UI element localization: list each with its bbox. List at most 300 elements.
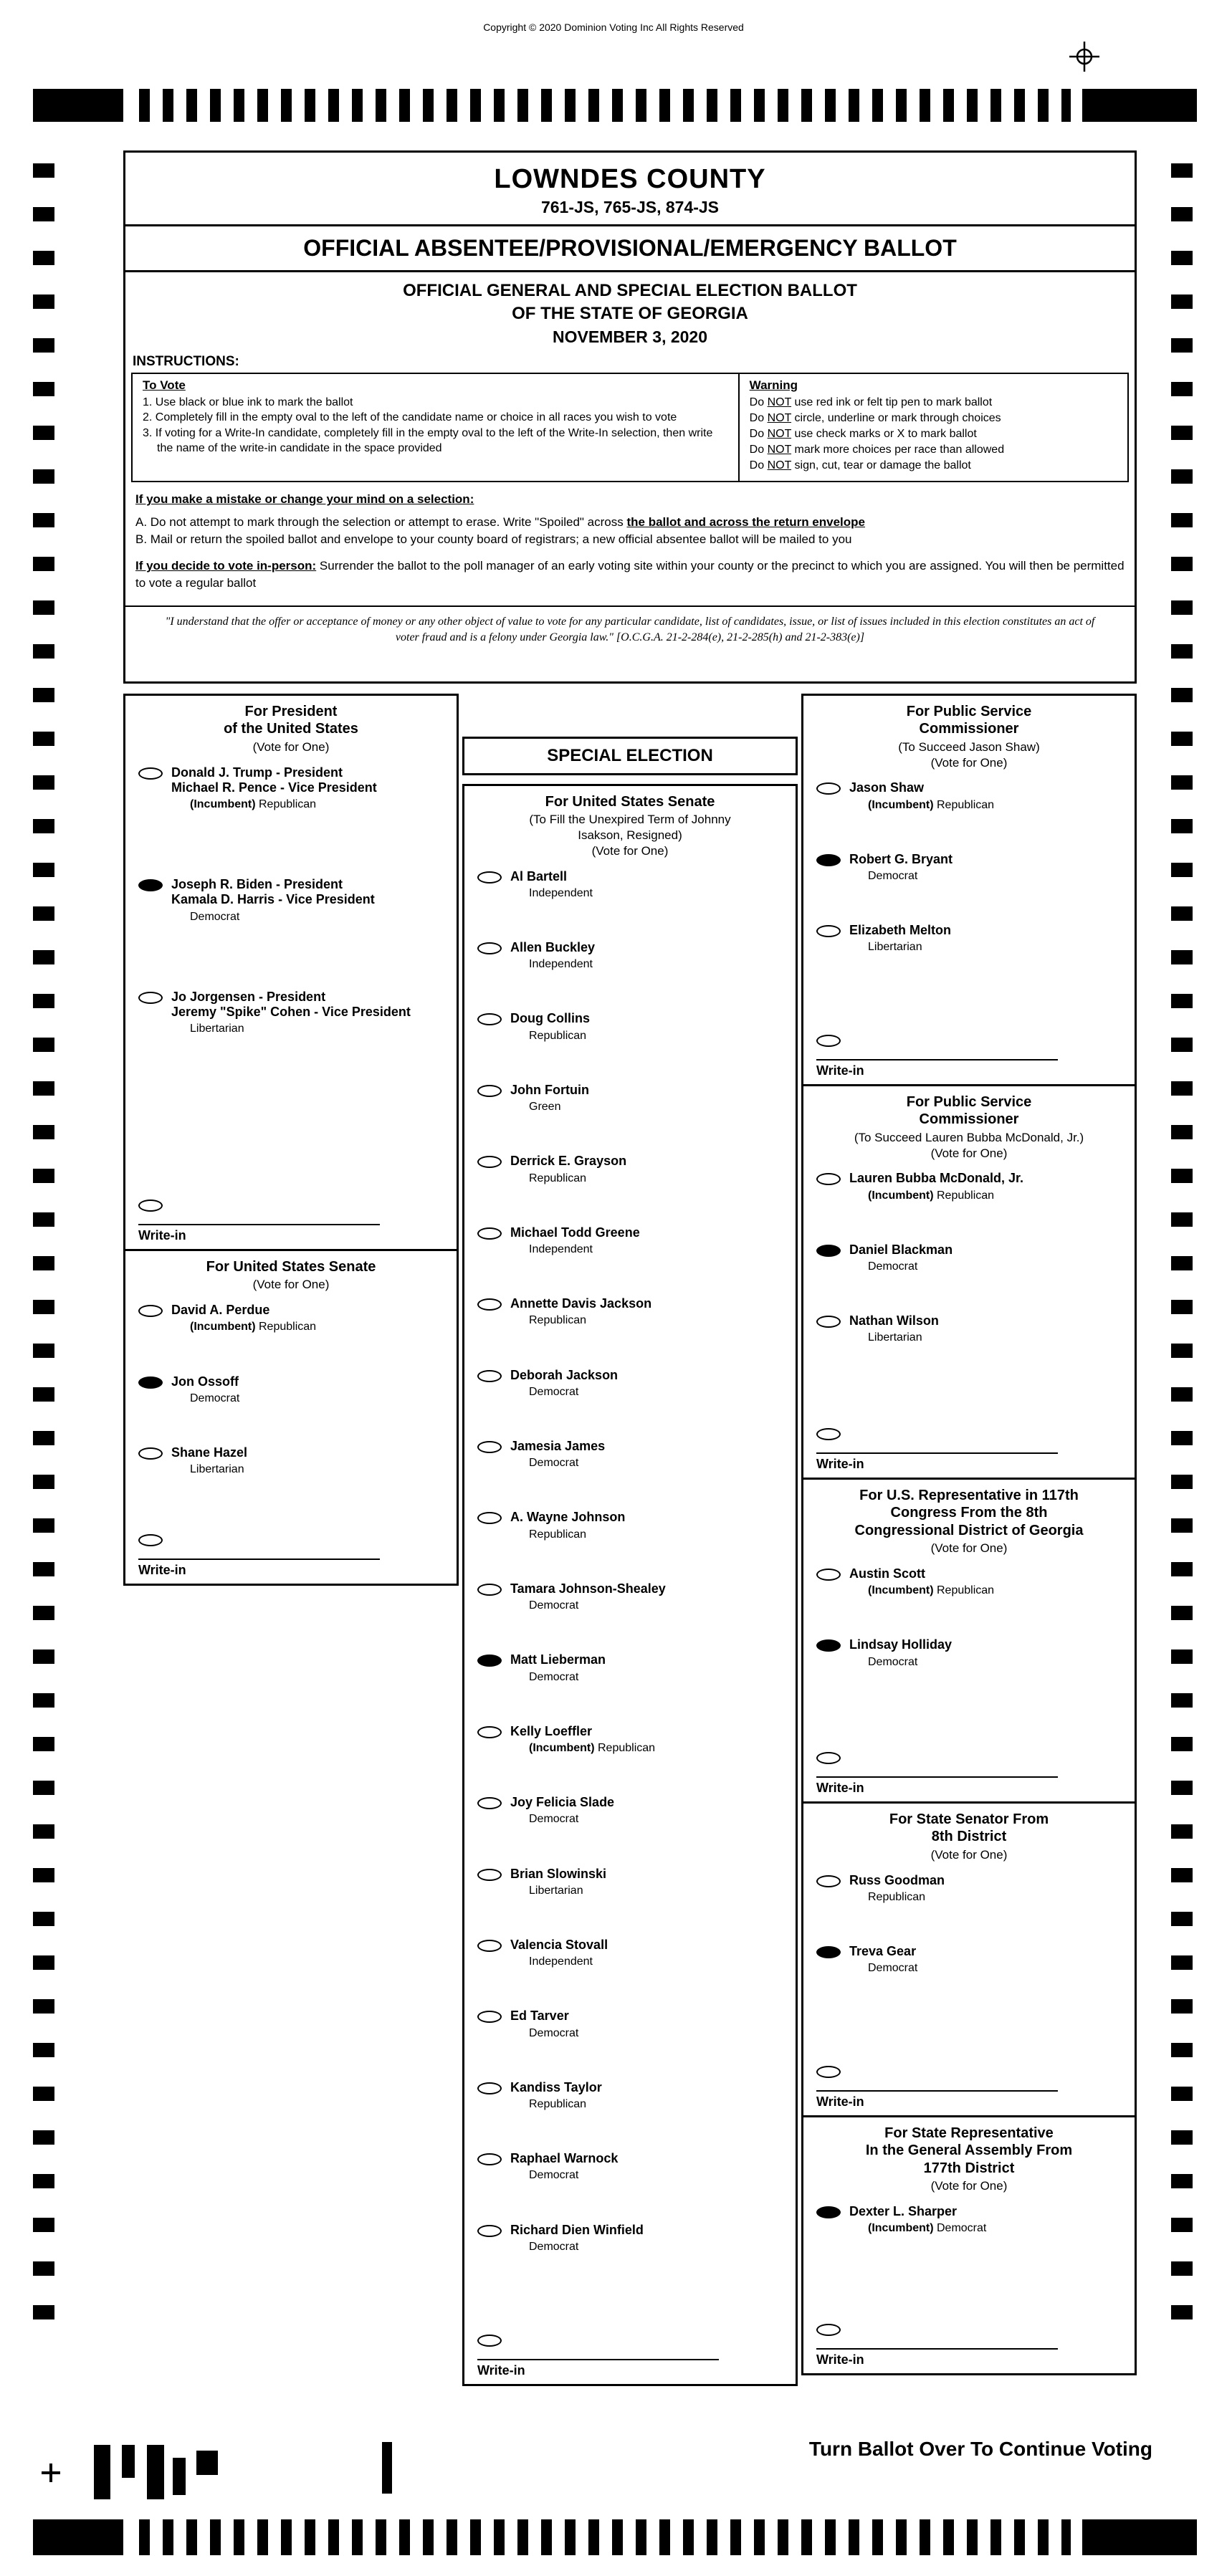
write-in-section [803, 1750, 1135, 1801]
candidate-row [464, 1154, 796, 1184]
contest-title-line: 177th District [923, 2160, 1015, 2176]
candidate-text [171, 1303, 316, 1334]
empty-oval[interactable] [477, 1869, 502, 1881]
candidate-name: Shane Hazel [171, 1445, 248, 1460]
instruction-boxes [131, 373, 1129, 482]
contest-subtitle [803, 1846, 1135, 1873]
candidate-text [171, 877, 375, 924]
candidate-row [464, 2080, 796, 2111]
contest-box [801, 1478, 1137, 1804]
candidate-row [803, 1944, 1135, 1975]
candidate-name: Nathan Wilson [849, 1313, 939, 1328]
empty-oval[interactable] [816, 1752, 841, 1764]
to-vote-list [143, 395, 728, 456]
contest-title-line: For United States Senate [206, 1259, 376, 1275]
county-block [125, 153, 1135, 226]
empty-oval[interactable] [816, 1316, 841, 1328]
empty-oval[interactable] [816, 2324, 841, 2336]
contest-subtitle [803, 1539, 1135, 1566]
contest-subtitle-line: Isakson, Resigned) [578, 828, 682, 843]
candidate-party: Democrat [529, 1813, 579, 1826]
incumbent-tag: (Incumbent) [529, 1741, 598, 1754]
candidate-row [125, 990, 457, 1036]
ballot-column-1 [123, 694, 459, 1586]
candidate-name: Joseph R. Biden - President [171, 877, 343, 892]
candidate-name: Raphael Warnock [510, 2151, 619, 2166]
election-title-line: OF THE STATE OF GEORGIA [512, 304, 748, 324]
candidate-party: (Incumbent) Republican [529, 1741, 656, 1754]
incumbent-tag: (Incumbent) [190, 1321, 259, 1334]
timing-marks-top [33, 89, 1197, 122]
incumbent-tag: (Incumbent) [868, 2222, 937, 2235]
candidate-name: Elizabeth Melton [849, 923, 952, 938]
candidate-name: Kamala D. Harris - Vice President [171, 892, 375, 907]
contest-box [801, 1084, 1137, 1480]
empty-oval[interactable] [477, 1584, 502, 1596]
contest-subtitle-line: (To Succeed Jason Shaw) [898, 739, 1040, 754]
candidate-row [464, 1867, 796, 1897]
empty-oval[interactable] [816, 2066, 841, 2078]
write-in-label: Write-in [816, 2094, 864, 2109]
candidate-row [464, 2151, 796, 2182]
candidate-name: Annette Davis Jackson [510, 1296, 652, 1311]
filled-oval[interactable] [477, 1655, 502, 1667]
candidate-row [803, 852, 1135, 883]
candidate-party: Libertarian [868, 941, 922, 954]
write-in-section [125, 1197, 457, 1249]
in-person-text: Surrender the ballot to the poll manager of an early voting site within your county or the precinct to which you are assigned. You will then be permitted to vote a regular ballot [135, 559, 1125, 590]
contest-subtitle-line: (Vote for One) [252, 739, 330, 754]
candidate-text [849, 1944, 917, 1975]
candidate-party: Libertarian [190, 1023, 244, 1035]
special-election-banner: SPECIAL ELECTION [462, 737, 798, 775]
contest-title-line: of the United States [224, 721, 358, 737]
write-in-oval-row [816, 1426, 1126, 1444]
candidate-name: Treva Gear [849, 1943, 917, 1958]
contest-subtitle-line: (Vote for One) [930, 1847, 1008, 1862]
timing-marks-bottom [33, 2519, 1197, 2555]
candidate-text [510, 1368, 618, 1399]
candidate-row [464, 1795, 796, 1826]
candidate-text [171, 990, 411, 1036]
write-in-oval-row [138, 1532, 448, 1550]
contest-box [123, 1249, 459, 1586]
candidate-name: Austin Scott [849, 1566, 925, 1581]
to-vote-item: 2. Completely fill in the empty oval to the left of the candidate name or choice in all races you wish to vote [143, 411, 677, 424]
contest-subtitle [803, 2177, 1135, 2204]
candidate-text [510, 1867, 606, 1897]
contest-title [803, 1480, 1135, 1539]
mistake-step-a [135, 514, 1125, 530]
candidate-party: Republican [529, 1029, 587, 1042]
timing-marks-left-edge [33, 163, 54, 2327]
county-name: LOWNDES COUNTY [494, 164, 766, 194]
candidate-party: Democrat [868, 869, 918, 882]
candidate-name: John Fortuin [510, 1082, 589, 1097]
candidate-party: Independent [529, 1242, 593, 1255]
write-in-oval-row [138, 1197, 448, 1215]
empty-oval[interactable] [816, 782, 841, 795]
write-in-oval-row [816, 1033, 1126, 1050]
candidate-name: Doug Collins [510, 1011, 590, 1026]
candidate-party: Independent [529, 958, 593, 971]
candidate-row [464, 2223, 796, 2254]
contest-subtitle-line: (Vote for One) [930, 2179, 1008, 2193]
empty-oval[interactable] [477, 1370, 502, 1382]
in-person-instructions [135, 557, 1125, 591]
to-vote-box [133, 374, 740, 481]
candidate-text [510, 869, 593, 900]
candidate-text [849, 1637, 952, 1668]
instructions-label: INSTRUCTIONS: [133, 353, 239, 369]
empty-oval[interactable] [816, 1875, 841, 1887]
contest-subtitle [803, 1129, 1135, 1172]
empty-oval[interactable] [477, 2082, 502, 2094]
ballot-code-bar [94, 2445, 110, 2499]
contest-title-line: For State Senator From [889, 1811, 1049, 1827]
contest-box [462, 784, 798, 2386]
candidate-row [803, 1171, 1135, 1202]
candidate-row [803, 2204, 1135, 2235]
ballot-code-bar [382, 2442, 392, 2494]
mistake-step-a-emphasis: the ballot and across the return envelope [626, 515, 866, 530]
candidate-name: Joy Felicia Slade [510, 1795, 615, 1810]
candidate-party: Republican [529, 1172, 587, 1184]
warning-item: Do NOT mark more choices per race than allowed [749, 444, 1005, 456]
mistake-step-b: B. Mail or return the spoiled ballot and envelope to your county board of registrars; a new official absentee ballot will be mailed to you [135, 532, 852, 546]
candidate-party: Democrat [868, 1962, 918, 1975]
candidate-text [510, 1652, 606, 1683]
candidate-text [510, 1439, 605, 1470]
write-in-label: Write-in [816, 2352, 864, 2367]
timing-block-right [1082, 2519, 1197, 2555]
empty-oval[interactable] [816, 1569, 841, 1581]
write-in-oval-row [477, 2332, 787, 2350]
warning-item: Do NOT circle, underline or mark through choices [749, 411, 1001, 424]
empty-oval[interactable] [477, 1298, 502, 1311]
candidate-party: Democrat [190, 910, 240, 923]
candidate-text [849, 1171, 1023, 1202]
empty-oval[interactable] [477, 1441, 502, 1453]
contest-subtitle [125, 738, 457, 765]
candidate-text [510, 1154, 626, 1184]
candidate-row [125, 877, 457, 924]
candidate-party: Green [529, 1101, 561, 1114]
ballot-header [123, 150, 1137, 684]
candidate-row [803, 780, 1135, 811]
candidate-text [510, 2151, 618, 2182]
copyright-notice: Copyright © 2020 Dominion Voting Inc All Rights Reserved [483, 21, 744, 33]
candidate-party: Republican [529, 1314, 587, 1327]
ballot-column-3 [801, 694, 1137, 2375]
empty-oval[interactable] [816, 1428, 841, 1440]
candidate-text [849, 1566, 994, 1597]
write-in-line[interactable] [477, 2359, 719, 2360]
candidate-row [803, 1566, 1135, 1597]
contest-title [803, 696, 1135, 738]
contest-title-line: For U.S. Representative in 117th [859, 1488, 1079, 1503]
contest-title [125, 696, 457, 738]
filled-oval[interactable] [816, 854, 841, 866]
write-in-section [803, 1033, 1135, 1084]
candidate-name: Dexter L. Sharper [849, 2203, 958, 2218]
candidate-name: Richard Dien Winfield [510, 2222, 644, 2237]
write-in-oval-row [816, 1750, 1126, 1768]
in-person-label: If you decide to vote in-person: [135, 559, 317, 573]
contest-subtitle [464, 810, 796, 868]
contest-title [803, 1804, 1135, 1846]
candidate-party: Democrat [529, 1599, 579, 1612]
candidate-party: Democrat [529, 2240, 579, 2253]
candidate-party: Democrat [529, 2169, 579, 2182]
contest-title [464, 786, 796, 810]
empty-oval[interactable] [477, 1227, 502, 1240]
write-in-line[interactable] [816, 1452, 1058, 1454]
candidate-row [803, 1242, 1135, 1273]
empty-oval[interactable] [477, 1156, 502, 1168]
empty-oval[interactable] [477, 1013, 502, 1025]
candidate-text [510, 1011, 590, 1042]
empty-oval[interactable] [477, 942, 502, 954]
candidate-row [464, 1439, 796, 1470]
candidate-text [171, 1374, 239, 1405]
contest-title-line: Congressional District of Georgia [854, 1522, 1084, 1538]
write-in-label: Write-in [816, 1063, 864, 1078]
empty-oval[interactable] [138, 1534, 163, 1546]
candidate-name: Daniel Blackman [849, 1242, 953, 1257]
candidate-party: Democrat [868, 1260, 918, 1273]
candidate-party: (Incumbent) Democrat [868, 2222, 987, 2235]
candidate-party: Libertarian [868, 1331, 922, 1344]
candidate-row [803, 1637, 1135, 1668]
ballot-code-bar [196, 2451, 218, 2475]
candidate-text [510, 1083, 589, 1114]
candidate-party: Republican [529, 2098, 587, 2111]
empty-oval[interactable] [816, 925, 841, 937]
ballot-code-marks [94, 2445, 252, 2502]
candidate-row [464, 1724, 796, 1755]
warning-box [740, 374, 1127, 481]
candidate-row [464, 1296, 796, 1327]
ballot-code-bar [173, 2458, 186, 2495]
write-in-line[interactable] [138, 1224, 380, 1225]
candidate-party: Democrat [529, 2026, 579, 2039]
candidate-text [171, 765, 377, 812]
candidate-party: Libertarian [190, 1463, 244, 1476]
candidate-name: Ed Tarver [510, 2008, 569, 2024]
candidate-text [849, 1873, 945, 1904]
contest-subtitle-line: (Vote for One) [930, 1541, 1008, 1556]
empty-oval[interactable] [477, 2011, 502, 2023]
empty-oval[interactable] [138, 1305, 163, 1317]
warning-not-word: NOT [767, 411, 792, 424]
candidate-row [125, 1374, 457, 1405]
warning-not-word: NOT [767, 459, 792, 472]
candidate-row [464, 869, 796, 900]
empty-oval[interactable] [477, 1085, 502, 1097]
contest-title-line: Commissioner [919, 1111, 1019, 1128]
candidate-row [125, 1303, 457, 1334]
candidate-text [849, 852, 953, 883]
candidate-name: Jeremy "Spike" Cohen - Vice President [171, 1005, 411, 1020]
contest-title-line: For United States Senate [545, 794, 715, 810]
write-in-label: Write-in [816, 1781, 864, 1795]
precinct-codes: 761-JS, 765-JS, 874-JS [540, 198, 720, 216]
contest-title-line: Commissioner [919, 721, 1019, 737]
empty-oval[interactable] [138, 1200, 163, 1212]
candidate-name: Lindsay Holliday [849, 1637, 953, 1652]
candidate-text [510, 940, 595, 971]
filled-oval[interactable] [816, 1639, 841, 1652]
write-in-section [464, 2332, 796, 2384]
warning-not-word: NOT [767, 427, 792, 440]
filled-oval[interactable] [816, 1245, 841, 1257]
write-in-label: Write-in [477, 2363, 525, 2378]
candidate-name: Russ Goodman [849, 1872, 945, 1887]
empty-oval[interactable] [477, 2153, 502, 2165]
candidate-text [849, 1313, 939, 1344]
turn-ballot-over-notice: Turn Ballot Over To Continue Voting [808, 2438, 1152, 2460]
candidate-text [510, 1581, 666, 1612]
candidate-party: (Incumbent) Republican [190, 798, 317, 810]
candidate-text [849, 923, 951, 954]
candidate-name: Lauren Bubba McDonald, Jr. [849, 1171, 1024, 1186]
candidate-row [464, 1938, 796, 1968]
candidate-text [510, 1724, 655, 1755]
incumbent-tag: (Incumbent) [868, 1189, 937, 1202]
incumbent-tag: (Incumbent) [868, 798, 937, 811]
candidate-name: Tamara Johnson-Shealey [510, 1581, 666, 1596]
timing-block-left [33, 89, 123, 122]
candidate-row [464, 940, 796, 971]
contest-area [123, 694, 1137, 2386]
timing-block-left [33, 2519, 123, 2555]
candidate-party: (Incumbent) Republican [868, 1584, 995, 1597]
empty-oval[interactable] [477, 1726, 502, 1738]
candidate-row [803, 923, 1135, 954]
election-title-block [125, 272, 1135, 351]
empty-oval[interactable] [477, 1940, 502, 1952]
candidate-name: Robert G. Bryant [849, 851, 953, 866]
contest-subtitle-line: (Vote for One) [930, 755, 1008, 770]
candidate-party: Republican [529, 1528, 587, 1541]
contest-subtitle-line: (Vote for One) [252, 1278, 330, 1292]
candidate-name: Kelly Loeffler [510, 1723, 593, 1738]
mistake-instructions [125, 482, 1135, 598]
contest-subtitle-line: (Vote for One) [591, 843, 669, 858]
candidate-name: Jo Jorgensen - President [171, 989, 326, 1004]
empty-oval[interactable] [816, 1035, 841, 1047]
candidate-name: David A. Perdue [171, 1303, 270, 1318]
election-date: NOVEMBER 3, 2020 [552, 327, 708, 346]
write-in-line[interactable] [816, 2090, 1058, 2092]
warning-not-word: NOT [767, 396, 792, 408]
write-in-oval-row [816, 2064, 1126, 2082]
candidate-party: Republican [868, 1890, 926, 1903]
candidate-row [464, 1083, 796, 1114]
candidate-row [464, 1581, 796, 1612]
filled-oval[interactable] [816, 1946, 841, 1958]
candidate-party: Democrat [529, 1385, 579, 1398]
candidate-party: Libertarian [529, 1884, 583, 1897]
to-vote-title: To Vote [143, 378, 186, 392]
candidate-name: Al Bartell [510, 868, 568, 884]
write-in-label: Write-in [138, 1563, 186, 1577]
mistake-header: If you make a mistake or change your mind on a selection: [135, 492, 474, 507]
ballot-column-2 [462, 694, 798, 2386]
contest-title [803, 2117, 1135, 2177]
candidate-row [464, 1652, 796, 1683]
write-in-line[interactable] [816, 1776, 1058, 1778]
voter-fraud-oath: "I understand that the offer or acceptance of money or any other object of value to vote for any particular candidate, list of candidates, issue, or list of issues included in this election constitutes an act of voter fraud and is a felony under Georgia law." [O.C.G.A. 21-2-284(e), 21-2-285(h) and 21-2-383(e)] [125, 605, 1135, 655]
empty-oval[interactable] [138, 992, 163, 1004]
candidate-text [171, 1445, 247, 1476]
candidate-name: Deborah Jackson [510, 1367, 619, 1382]
candidate-row [125, 1445, 457, 1476]
empty-oval[interactable] [477, 2335, 502, 2347]
ballot-code-bar [122, 2445, 135, 2478]
write-in-label: Write-in [138, 1228, 186, 1242]
write-in-line[interactable] [816, 1059, 1058, 1060]
candidate-name: Valencia Stovall [510, 1937, 608, 1952]
empty-oval[interactable] [816, 1173, 841, 1185]
candidate-party: Democrat [190, 1392, 240, 1404]
empty-oval[interactable] [477, 871, 502, 884]
filled-oval[interactable] [138, 1376, 163, 1389]
empty-oval[interactable] [477, 2225, 502, 2237]
contest-title-line: Congress From the 8th [890, 1505, 1048, 1521]
write-in-label: Write-in [816, 1457, 864, 1471]
candidate-text [510, 1225, 640, 1256]
candidate-name: Derrick E. Grayson [510, 1154, 627, 1169]
warning-title: Warning [749, 378, 798, 392]
empty-oval[interactable] [138, 767, 163, 780]
empty-oval[interactable] [477, 1512, 502, 1524]
empty-oval[interactable] [138, 1447, 163, 1460]
ballot-type-title: OFFICIAL ABSENTEE/PROVISIONAL/EMERGENCY BALLOT [125, 226, 1135, 272]
write-in-line[interactable] [138, 1558, 380, 1560]
candidate-name: Jamesia James [510, 1439, 606, 1454]
empty-oval[interactable] [477, 1797, 502, 1809]
contest-title-line: In the General Assembly From [865, 2142, 1073, 2159]
candidate-party: (Incumbent) Republican [868, 798, 995, 811]
incumbent-tag: (Incumbent) [868, 1584, 937, 1597]
filled-oval[interactable] [138, 879, 163, 891]
candidate-name: Michael R. Pence - Vice President [171, 780, 377, 795]
candidate-text [849, 2204, 986, 2235]
write-in-section [803, 2322, 1135, 2373]
candidate-text [849, 1242, 953, 1273]
filled-oval[interactable] [816, 2206, 841, 2218]
candidate-row [464, 2008, 796, 2039]
contest-subtitle [803, 738, 1135, 781]
timing-bars [139, 89, 1071, 122]
candidate-name: Matt Lieberman [510, 1652, 606, 1667]
warning-list [750, 395, 1117, 474]
candidate-row [803, 1313, 1135, 1344]
write-in-section [803, 1426, 1135, 1478]
contest-box [123, 694, 459, 1251]
warning-not-word: NOT [767, 444, 792, 456]
write-in-section [125, 1532, 457, 1584]
write-in-line[interactable] [816, 2348, 1058, 2350]
mistake-step-a-text: A. Do not attempt to mark through the selection or attempt to erase. Write "Spoiled" across [135, 515, 627, 530]
contest-box [801, 1801, 1137, 2117]
candidate-row [803, 1873, 1135, 1904]
candidate-row [464, 1011, 796, 1042]
registration-crosshair-icon [1068, 40, 1101, 73]
contest-title-line: For State Representative [884, 2125, 1054, 2141]
